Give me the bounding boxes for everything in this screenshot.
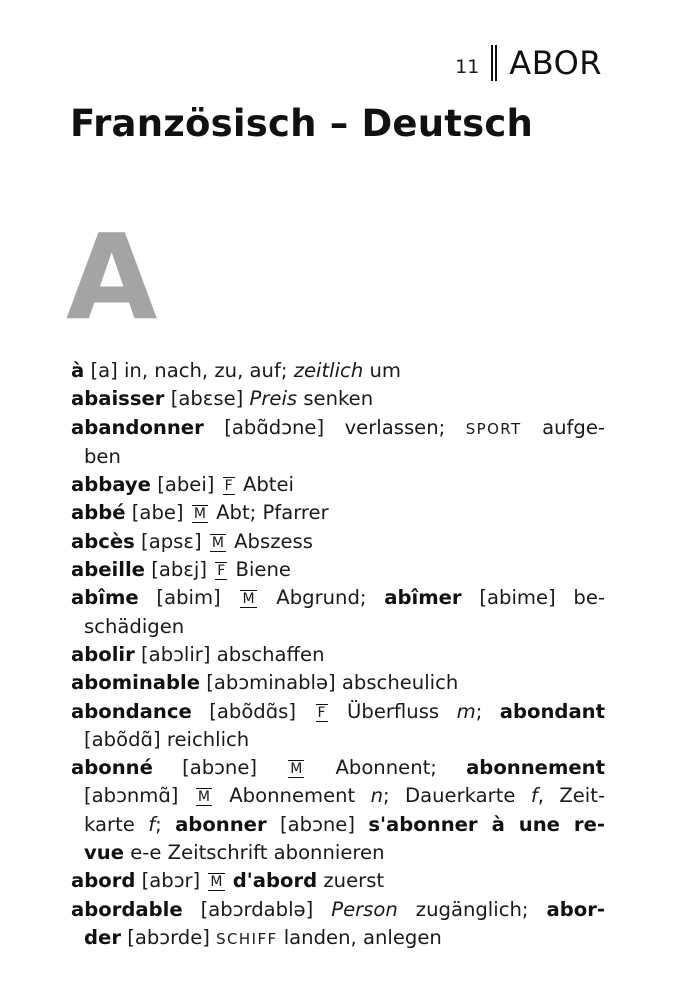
italic-label: zeitlich — [293, 359, 364, 382]
entry-text: [abim] — [138, 586, 239, 610]
entry-text: [abɔminablə] abscheulich — [200, 671, 459, 695]
entry-text: karte — [84, 812, 149, 836]
gender-marker: M — [197, 789, 210, 806]
headword: à — [71, 359, 85, 382]
headword: abolir — [71, 642, 135, 666]
dictionary-entry — [71, 357, 605, 385]
double-bar-separator — [491, 45, 497, 81]
gender-marker: M — [242, 591, 255, 608]
italic-label: Preis — [249, 387, 298, 411]
dictionary-entry — [71, 867, 605, 895]
entry-text: schädigen — [84, 614, 185, 638]
entry-line — [71, 499, 605, 527]
entry-continuation-line — [71, 811, 605, 839]
entry-continuation-line — [71, 924, 605, 953]
headword: vue — [84, 841, 125, 865]
entry-text: zugänglich; — [397, 897, 547, 921]
headword: abord — [71, 869, 136, 893]
entry-text: zuerst — [317, 869, 385, 893]
entry-text: [apsɛ] — [134, 529, 208, 553]
entry-continuation-line — [71, 839, 605, 867]
entry-line — [71, 867, 605, 895]
headword: abonnement — [466, 756, 605, 780]
gender-marker: M — [290, 761, 303, 778]
entry-line — [71, 584, 605, 612]
entry-text: Überfluss — [329, 699, 457, 723]
headword: abaisser — [71, 387, 165, 411]
entry-continuation-line — [71, 613, 605, 641]
entry-text: Biene — [229, 558, 291, 582]
dictionary-entry — [71, 669, 605, 697]
entry-text: [abɔlir] abschaffen — [134, 642, 325, 666]
headword: abbé — [71, 501, 126, 525]
headword: der — [84, 925, 121, 949]
entry-text: e-e Zeitschrift abonnieren — [124, 841, 385, 865]
headword: abcès — [71, 529, 135, 553]
running-head-word: ABOR — [509, 44, 602, 82]
section-letter: A — [66, 208, 158, 346]
entry-text: [abei] — [150, 473, 221, 497]
entry-text: [abõdɑ̃] reichlich — [84, 727, 250, 751]
entry-text: ; — [155, 812, 176, 836]
headword: abandonner — [71, 415, 204, 439]
entry-text: [abɛse] — [164, 387, 250, 411]
headword: abominable — [71, 671, 201, 695]
page-title: Französisch – Deutsch — [70, 102, 534, 145]
headword: abondance — [71, 699, 192, 723]
entry-text: [a] in, nach, zu, auf; — [84, 359, 294, 382]
entry-text: Abonnent; — [306, 756, 467, 780]
dictionary-entry — [71, 698, 605, 755]
entry-text: aufge- — [521, 415, 605, 439]
dictionary-entry — [71, 528, 605, 556]
dictionary-entry — [71, 896, 605, 954]
italic-label: Person — [331, 897, 398, 921]
gender-marker: M — [193, 506, 206, 523]
subject-label: SPORT — [465, 419, 522, 438]
dictionary-entry — [71, 754, 605, 867]
dictionary-entry — [71, 385, 605, 413]
headword: abordable — [71, 897, 183, 921]
entry-text: Abt; Pfarrer — [209, 501, 329, 525]
entry-line — [71, 698, 605, 726]
entry-text: [abe] — [125, 501, 190, 525]
entry-text: [abõdɑ̃s] — [191, 699, 314, 723]
entry-line — [71, 669, 605, 697]
entry-line — [71, 896, 605, 924]
gender-marker: M — [211, 534, 224, 551]
running-head — [455, 44, 602, 82]
gender-marker: F — [317, 704, 326, 721]
entry-text: Abszess — [227, 529, 313, 553]
entry-text: [abɛj] — [144, 558, 214, 582]
gender-marker: F — [224, 478, 233, 495]
entry-text: senken — [297, 387, 374, 411]
entry-continuation-line — [71, 443, 605, 471]
subject-label: SCHIFF — [216, 929, 278, 948]
page-number: 11 — [455, 56, 480, 78]
dictionary-entry — [71, 556, 605, 584]
headword: abeille — [71, 558, 145, 582]
entry-line — [71, 385, 605, 413]
entry-line — [71, 357, 605, 385]
gender-marker: M — [210, 874, 223, 891]
entry-text: ; Dauerkarte — [383, 784, 531, 808]
dictionary-entry — [71, 471, 605, 499]
headword: abîme — [71, 586, 139, 610]
entry-line — [71, 641, 605, 669]
italic-label: f — [148, 812, 156, 836]
entry-text: ; — [475, 699, 500, 723]
entry-text: [abɔr] — [135, 869, 207, 893]
entry-text: landen, anlegen — [277, 925, 442, 949]
dictionary-entry — [71, 584, 605, 641]
headword: abbaye — [71, 473, 151, 497]
entry-line — [71, 528, 605, 556]
entry-text: [abɑ̃dɔne] verlassen; — [203, 415, 466, 439]
entry-line — [71, 556, 605, 584]
entry-text: um — [363, 359, 401, 382]
dictionary-entry — [71, 414, 605, 472]
headword: abonner — [175, 812, 267, 836]
headword: abîmer — [384, 586, 462, 610]
entry-line — [71, 471, 605, 499]
entry-text: [abime] be- — [461, 586, 605, 610]
entry-text: [abɔne] — [266, 812, 369, 836]
headword: s'abonner à une re- — [368, 812, 605, 836]
entry-text: Abgrund; — [258, 586, 385, 610]
headword: abor- — [546, 897, 605, 921]
headword: abondant — [499, 699, 605, 723]
entry-text: Abonnement — [213, 784, 371, 808]
entry-continuation-line — [71, 782, 605, 810]
dictionary-entries — [71, 357, 605, 953]
headword: d'abord — [232, 869, 318, 893]
entry-continuation-line — [71, 726, 605, 754]
dictionary-entry — [71, 641, 605, 669]
italic-label: f — [530, 784, 538, 808]
entry-text: [abɔrde] — [120, 925, 217, 949]
entry-text: ben — [84, 444, 121, 468]
gender-marker: F — [217, 563, 226, 580]
italic-label: m — [456, 699, 476, 723]
italic-label: n — [370, 784, 384, 808]
entry-text: , Zeit- — [537, 784, 606, 808]
entry-text: [abɔnmɑ̃] — [84, 784, 194, 808]
dictionary-entry — [71, 499, 605, 527]
entry-line — [71, 414, 605, 443]
entry-text: [abɔrdablə] — [182, 897, 332, 921]
entry-line — [71, 754, 605, 782]
entry-text: Abtei — [236, 473, 294, 497]
headword: abonné — [71, 756, 153, 780]
entry-text: [abɔne] — [152, 756, 287, 780]
